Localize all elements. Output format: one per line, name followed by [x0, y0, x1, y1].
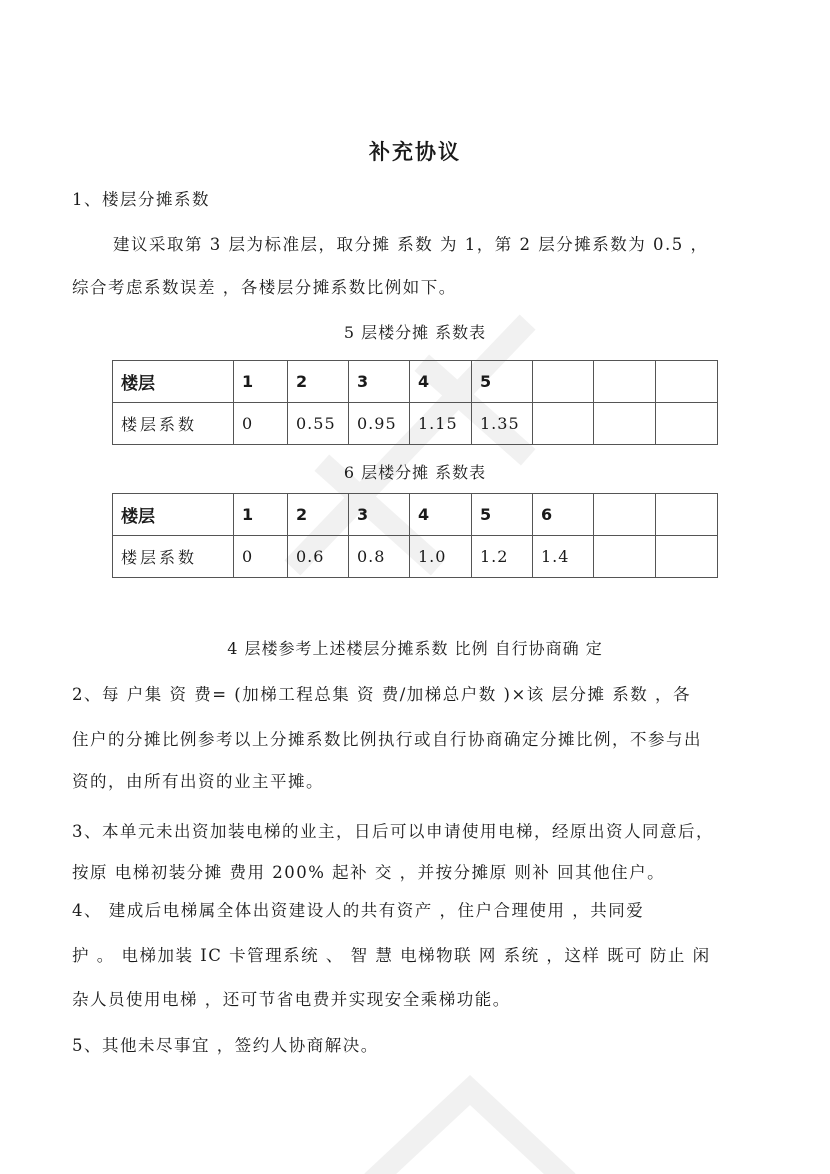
coefficient-table-5-floor	[112, 360, 718, 445]
coefficient-cell	[533, 403, 594, 445]
coefficient-cell	[594, 403, 656, 445]
coefficient-cell	[594, 536, 656, 578]
table-header-row	[113, 361, 718, 403]
coefficient-cell: 0	[234, 403, 288, 445]
floor-cell	[656, 494, 718, 536]
coefficient-cell: 0.8	[349, 536, 410, 578]
row-label-cell: 楼层系数	[113, 403, 234, 445]
coefficient-cell: 1.0	[410, 536, 472, 578]
floor-cell	[656, 361, 718, 403]
floor-cell: 5	[472, 494, 533, 536]
section-2-line-3: 资的，由所有出资的业主平摊。	[72, 772, 324, 791]
coefficient-cell: 0.95	[349, 403, 410, 445]
coefficient-cell: 1.15	[410, 403, 472, 445]
section-1-paragraph-line-1: 建议采取第 3 层为标准层，取分摊 系数 为 1，第 2 层分摊系数为 0.5 ，	[113, 235, 709, 254]
floor-cell: 4	[410, 494, 472, 536]
table-coefficient-row	[113, 403, 718, 445]
floor-cell: 5	[472, 361, 533, 403]
section-5-line-1: 5、其他未尽事宜 ，签约人协商解决。	[72, 1036, 379, 1055]
section-4-line-3: 杂人员使用电梯 ，还可节省电费并实现安全乘梯功能。	[72, 990, 511, 1009]
floor-cell: 1	[234, 361, 288, 403]
section-4-line-2: 护 。 电梯加装 IC 卡管理系统 、 智 慧 电梯物联 网 系统 ，这样 既可 防止 闲	[72, 946, 711, 965]
document-title: 补充协议	[369, 140, 461, 164]
floor-cell: 2	[288, 494, 349, 536]
section-1-paragraph-line-2: 综合考虑系数误差 ，各楼层分摊系数比例如下。	[72, 278, 457, 297]
header-label-cell: 楼层	[113, 361, 234, 403]
floor-cell: 2	[288, 361, 349, 403]
header-label-cell: 楼层	[113, 494, 234, 536]
coefficient-cell: 0.6	[288, 536, 349, 578]
coefficient-cell: 0.55	[288, 403, 349, 445]
table-5-floor-caption: 5 层楼分摊 系数表	[343, 323, 487, 342]
coefficient-cell: 0	[234, 536, 288, 578]
floor-cell	[533, 361, 594, 403]
floor-cell: 6	[533, 494, 594, 536]
section-4-line-1: 4、 建成后电梯属全体出资建设人的共有资产 ，住户合理使用 ，共同爱	[72, 901, 645, 920]
table-coefficient-row	[113, 536, 718, 578]
coefficient-cell: 1.35	[472, 403, 533, 445]
row-label-cell: 楼层系数	[113, 536, 234, 578]
floor-cell	[594, 361, 656, 403]
floor-cell	[594, 494, 656, 536]
floor-cell: 1	[234, 494, 288, 536]
section-3-line-1: 3、本单元未出资加装电梯的业主，日后可以申请使用电梯，经原出资人同意后，	[72, 822, 714, 841]
floor-cell: 3	[349, 361, 410, 403]
section-1-heading: 1、楼层分摊系数	[72, 190, 210, 209]
coefficient-cell: 1.4	[533, 536, 594, 578]
coefficient-cell: 1.2	[472, 536, 533, 578]
floor-cell: 3	[349, 494, 410, 536]
four-floor-note: 4 层楼参考上述楼层分摊系数 比例 自行协商确 定	[227, 639, 603, 658]
floor-cell: 4	[410, 361, 472, 403]
section-3-line-2: 按原 电梯初装分摊 费用 200% 起补 交 ，并按分摊原 则补 回其他住户。	[72, 863, 666, 882]
coefficient-table-6-floor	[112, 493, 718, 578]
coefficient-cell	[656, 536, 718, 578]
coefficient-cell	[656, 403, 718, 445]
section-2-line-1: 2、每 户集 资 费= (加梯工程总集 资 费/加梯总户数 )×该 层分摊 系数 ，各	[72, 685, 692, 704]
table-header-row	[113, 494, 718, 536]
section-2-line-2: 住户的分摊比例参考以上分摊系数比例执行或自行协商确定分摊比例，不参与出	[72, 730, 702, 749]
table-6-floor-caption: 6 层楼分摊 系数表	[343, 463, 487, 482]
